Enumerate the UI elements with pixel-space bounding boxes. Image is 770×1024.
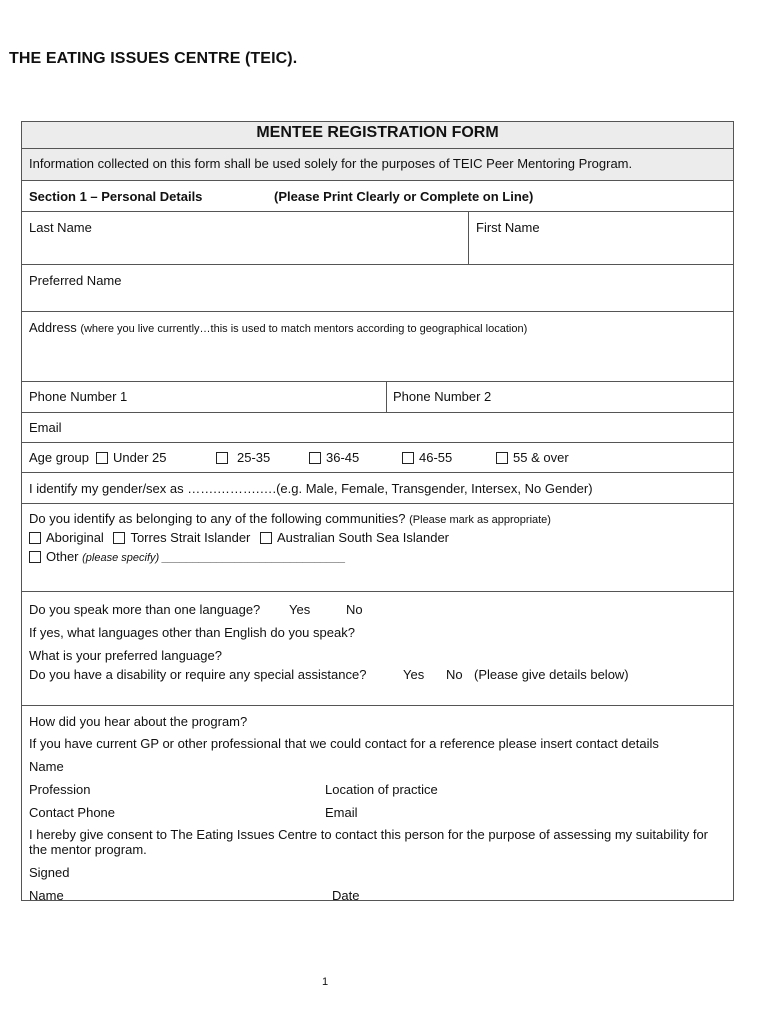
location-label: Location of practice [325,782,438,797]
age-option-55-over[interactable]: 55 & over [496,450,569,465]
checkbox-icon[interactable] [29,532,41,544]
info-text: Information collected on this form shall be used solely for the purposes of TEIC Peer Mentoring Program. [29,156,633,171]
disability-yes: Yes [403,667,425,682]
address-row [22,312,733,382]
gender-row [22,473,733,504]
age-option-46-55[interactable]: 46-55 [402,450,452,465]
age-group-row [22,443,733,473]
language-row [22,592,733,706]
email-row [22,413,733,443]
preferred-language-question: What is your preferred language? [29,648,222,663]
gender-text: I identify my gender/sex as …….……….….(e.g. Male, Female, Transgender, Intersex, No Gender) [29,481,593,496]
gp-question: If you have current GP or other professional that we could contact for a reference please insert contact details [29,736,659,751]
last-name-label: Last Name [29,220,92,235]
disability-note: (Please give details below) [474,667,629,682]
checkbox-icon[interactable] [309,452,321,464]
community-other-note: (please specify) ______________________________ [82,552,346,564]
communities-question: Do you identify as belonging to any of the following communities? [29,511,406,526]
checkbox-icon[interactable] [113,532,125,544]
section-header-row [22,181,733,212]
age-option-under25[interactable]: Under 25 [96,450,166,465]
form-title-row [22,122,733,149]
registration-form [21,121,734,901]
communities-row [22,504,733,592]
phone-row [22,382,733,413]
phone1-label: Phone Number 1 [29,389,128,404]
organization-title: THE EATING ISSUES CENTRE (TEIC). [9,50,298,67]
language-question: Do you speak more than one language? [29,602,261,617]
disability-no: No [446,667,463,682]
community-torres-strait[interactable]: Torres Strait Islander [113,530,250,545]
address-label: Address [29,320,77,335]
language-yes: Yes [289,602,311,617]
checkbox-icon[interactable] [96,452,108,464]
communities-note: (Please mark as appropriate) [409,514,551,526]
name-row [22,212,733,265]
preferred-name-row [22,265,733,312]
checkbox-icon[interactable] [496,452,508,464]
page-number: 1 [322,976,329,988]
address-note: (where you live currently…this is used to match mentors according to geographical location) [80,323,528,335]
disability-question: Do you have a disability or require any special assistance? [29,667,367,682]
section-note: (Please Print Clearly or Complete on Line) [274,189,534,204]
checkbox-icon[interactable] [216,452,228,464]
signature-name-label: Name [29,888,64,903]
checkbox-icon[interactable] [260,532,272,544]
checkbox-icon[interactable] [402,452,414,464]
preferred-name-label: Preferred Name [29,273,122,288]
phone2-label: Phone Number 2 [393,389,492,404]
age-option-36-45[interactable]: 36-45 [309,450,359,465]
checkbox-icon[interactable] [29,551,41,563]
signed-label: Signed [29,865,70,880]
date-label: Date [332,888,360,903]
section-label: Section 1 – Personal Details [29,189,203,204]
contact-email-label: Email [325,805,358,820]
language-no: No [346,602,363,617]
phone-divider [386,382,387,412]
info-row [22,149,733,181]
email-label: Email [29,420,62,435]
community-aboriginal[interactable]: Aboriginal [29,530,104,545]
contact-phone-label: Contact Phone [29,805,116,820]
referral-section [22,706,733,902]
age-group-label: Age group [29,450,89,465]
form-title: MENTEE REGISTRATION FORM [256,124,499,141]
age-option-25-35[interactable]: 25-35 [216,450,270,465]
contact-name-label: Name [29,759,64,774]
first-name-label: First Name [476,220,540,235]
languages-question: If yes, what languages other than English do you speak? [29,625,355,640]
community-south-sea[interactable]: Australian South Sea Islander [260,530,449,545]
hear-question: How did you hear about the program? [29,714,248,729]
name-divider [468,212,469,264]
community-other[interactable]: Other (please specify) ______________________________ [29,549,346,564]
profession-label: Profession [29,782,91,797]
consent-text: I hereby give consent to The Eating Issues Centre to contact this person for the purpose of assessing my suitability for the mentor program. [29,827,709,857]
